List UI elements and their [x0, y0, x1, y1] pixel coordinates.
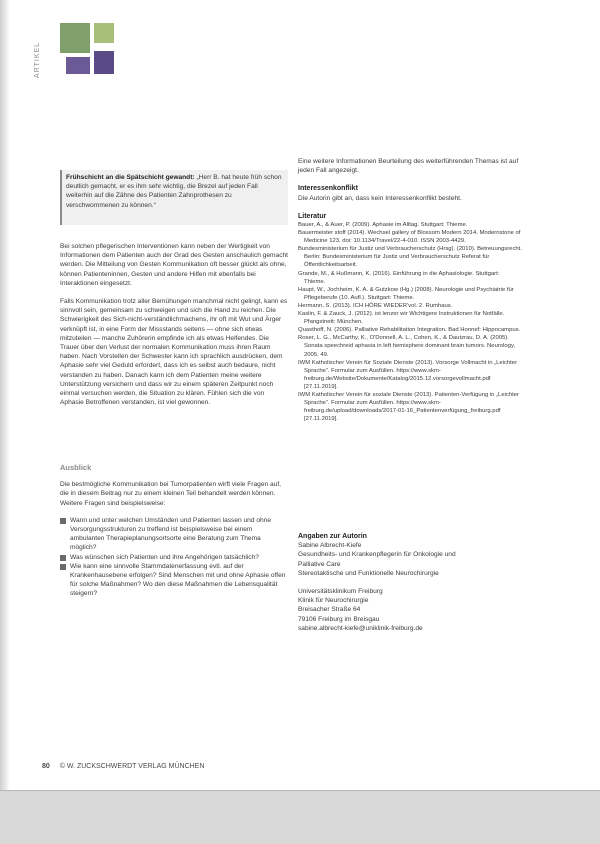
quote-box-title: Frühschicht an die Spätschicht gewandt: [66, 174, 195, 181]
address-line: Klinik für Neurochirurgie [298, 597, 369, 605]
outlook-paragraph: Die bestmögliche Kommunikation bei Tumorpatienten wirft viele Fragen auf, die in diesem Beitrag nur zu einem kleinen Teil behandelt werden können. Weitere Fragen sind beispielsweise: [60, 481, 281, 507]
outlook-section [60, 463, 288, 599]
quote-box-text: „Herr B. hat heute früh schon deutlich gemacht, er es ihm sehr wichtig, die Brezel auf jeden Fall weiterhin auf die Zähne des Patienten Zahnprothesen zu verschwommenen zu können.“ [66, 174, 282, 209]
paragraph-2: Falls Kommunikation trotz aller Bemühungen manchmal nicht gelingt, kann es sinnvoll sein, gemeinsam zu schweigen und sich die Hand zu reichen. Die Schwierigkeit des Sich-nicht-verständlichmachens, ihr oft mit Wut und Ärger verknüpft ist, in eine Form der Missstands seitens — ohne sich etwas mitzuteilen — manche Zuhörerin empfinde ich als etwas Helfendes. Die Trauer über den Verlust der normalen Kommunikation muss ihren Raum haben. Nach Vorstellen der Schwester kann ich sprachlich ausdrücken, dem Aphasie sehr viel Geduld erfordert, dass ich es selbst auch bedaure, nicht verstanden zu haben. Danach kann ich dem Patienten meine weitere Unterstützung versichern und dass wir zu einem späteren Zeitpunkt noch einmal versuchen werden, die Situation zu klären. Fühlen sich die von Aphasie Betroffenen verstanden, ist viel gewonnen. [60, 298, 288, 407]
scan-edge-shadow [0, 0, 10, 843]
literature-item: Haupt, W., Jochheim, K. A. & Gutzkow (Hg.) (2008). Neurologie und Psychiatrie für Pflegeberufe (10. Aufl.). Stuttgart: Thieme. [298, 286, 514, 301]
scan-background [0, 790, 600, 844]
intro-text: Eine weitere Informationen Beurteilung des weiterführenden Themas ist auf jeden Fall angezeigt. [298, 158, 519, 175]
literature-item: IWM Katholischer Verein für Soziale Dienste (2013). Vorsorge Vollmacht in „Leichter Sprache“. Formular zum Ausfüllen. https://www.skm-freiburg.de/Website/Dokumente/Katalog/2015.12.vorsorgevollmacht.pdf [27.11.2019]. [298, 359, 518, 390]
left-column [60, 242, 288, 407]
literature-item: Bauermeister stoff (2014). Wechsel gallery of Blossom Modern 2014. Modernstone of Medicine 123. doi: 10.1134/Travel/22-4-010. ISSN 2003-4429. [298, 230, 521, 245]
address-line: Breisacher Straße 64 [298, 606, 361, 614]
email-address: sabine.albrecht-kiefe@uniklinik-freiburg.de [298, 624, 423, 632]
quote-box [60, 170, 288, 225]
list-item: Was wünschen sich Patienten und ihre Angehörigen tatsächlich? [60, 553, 288, 562]
decor-square-darkpurple [94, 51, 114, 74]
address-line: Universitätsklinikum Freiburg [298, 588, 383, 596]
author-line: Sabine Albrecht-Kiefe [298, 542, 362, 550]
literature-item: Hermann, S. (2013). ICH HÖRE WIEDER'vol. 2. Rumhaus. [298, 302, 453, 309]
list-item: Wann und unter welchen Umständen und Patienten lassen und ohne Versorgungsstrukturen zu treffend ist beispielsweise bei einem ambulanten Therapieplanungsortsorte eine Beratung zum Thema möglich? [60, 516, 288, 553]
page-number: 80 [42, 763, 50, 770]
bullet-square-icon [60, 518, 66, 524]
author-line: Stereotaktische und Funktionelle Neurochirurgie [298, 569, 439, 577]
author-line: Gesundheits- und Krankenpflegerin für Onkologie und [298, 551, 456, 559]
publisher-note: © W. ZUCKSCHWERDT VERLAG MÜNCHEN [59, 763, 205, 770]
literature-heading: Literatur [298, 212, 327, 220]
outlook-bullet-list [60, 516, 288, 599]
conflict-heading: Interessenkonflikt [298, 185, 358, 193]
page-footer [42, 763, 204, 770]
author-heading: Angaben zur Autorin [298, 533, 367, 540]
section-label: ARTIKEL [34, 41, 41, 78]
outlook-heading: Ausblick [60, 463, 92, 472]
author-section [298, 532, 522, 633]
decor-square-lightgreen [94, 23, 114, 43]
literature-list [298, 221, 522, 423]
paragraph-1: Bei solchen pflegerischen Interventionen kann neben der Wertigkeit von Informationen dem Patienten auch der Grad des Gesten anschaulich gemacht werden. Die Mitteilung von Gesten Kommunikation oft besser glückt als ohne, können Patienteninnen, Gesten und andere Hilfen mit ebenfalls bei Interaktionen eingesetzt. [60, 243, 288, 287]
bullet-square-icon [60, 555, 66, 561]
literature-item: Quasthoff, N. (2006). Palliative Rehabilitation Integration. Bad Honnef: Hippocampus. [298, 327, 521, 334]
literature-item: Grande, M., & Hußmann, K. (2016). Einführung in die Aphasiologie. Stuttgart: Thieme. [298, 270, 500, 285]
list-item: Wie kann eine sinnvolle Stammdatenerfassung evtl. auf der Krankenhausebene erfolgen? Sind Menschen mit und ohne Aphasie offen für solche Maßnahmen? Wo den diese Maßnahmen die Lebensqualität steigern? [60, 562, 288, 599]
author-address [298, 587, 522, 633]
literature-item: IWM Katholischer Verein für soziale Dienste (2013). Patienten-Verfügung in „Leichter Sprache“. Formular zum Ausfüllen. https://www.skm-freiburg.de/upload/downloads/2017-01-16_Patientenverfügung_freiburg.pdf [27.11.2019]. [298, 391, 520, 423]
conflict-text: Die Autorin gibt an, dass kein Interessenkonflikt besteht. [298, 194, 462, 202]
right-column [298, 157, 522, 423]
literature-item: Roser, L. G., McCarthy, K., O'Donnell, A. L., Cohen, K., & Dautzrau, D. A. (2005). Sonata speechreid aphasia in left hemisphere dominant brain tumors. Neurology, 2005. 49. [298, 335, 516, 358]
decor-square-green [60, 23, 90, 53]
literature-item: Bundesministerium für Justiz und Verbraucherschutz (Hrsg). (2010). Betreuungsrecht. Berlin: Bundesministerium für Justiz und Verbraucherschutz Referat für Öffentlichkeitsarbeit. [298, 246, 522, 269]
bullet-square-icon [60, 564, 66, 570]
author-line: Palliative Care [298, 560, 341, 568]
decor-square-purple [66, 57, 90, 74]
address-line: 79106 Freiburg im Breisgau [298, 615, 380, 623]
literature-item: Bauer, A., & Auer, P. (2009). Aphasie im Alltag. Stuttgart: Thieme. [298, 222, 468, 229]
literature-item: Kaslin, F. & Zauck, J. (2012). ist lenzer wir Wichtigere Instruktionen für Notfälle. Pfangstnett: München. [298, 311, 505, 326]
